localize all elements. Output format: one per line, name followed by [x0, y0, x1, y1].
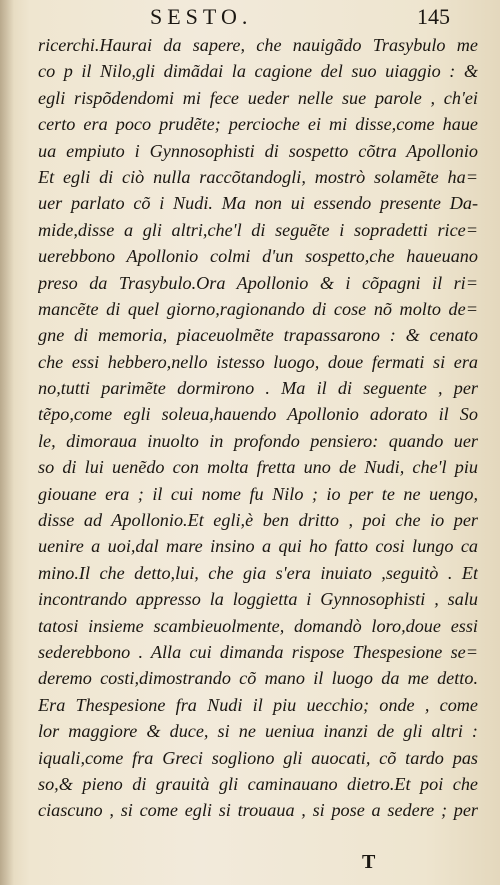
catchword: T	[362, 851, 376, 873]
text-line: Et egli di ciò nulla raccõtandogli, mostrò solamẽte ha=	[38, 166, 478, 187]
text-line: uer parlato cõ i Nudi. Ma non ui essendo presente Da-	[38, 193, 478, 214]
text-line: tẽpo,come egli soleua,hauendo Apollonio adorato il So	[38, 404, 478, 425]
text-line: giouane era ; il cui nome fu Nilo ; io per te ne uengo,	[38, 483, 478, 504]
text-line: incontrando appresso la loggietta i Gynnosophisti , salu	[38, 589, 478, 610]
text-line: tatosi insieme scambieuolmente, domandò loro,doue essi	[38, 615, 478, 636]
text-line: certo era poco prudẽte; percioche ei mi disse,come haue	[38, 114, 478, 135]
body-text	[38, 32, 478, 824]
text-line: preso da Trasybulo.Ora Apollonio & i cõpagni il ri=	[38, 272, 478, 293]
page-number: 145	[417, 4, 450, 29]
text-line: gne di memoria, piaceuolmẽte trapassarono : & cenato	[38, 325, 478, 346]
page-header	[150, 4, 450, 34]
text-line: co p il Nilo,gli dimãdai la cagione del suo uiaggio : &	[38, 61, 478, 82]
text-line: Era Thespesione fra Nudi il piu uecchio; onde , come	[38, 694, 478, 715]
text-line: mino.Il che detto,lui, che gia s'era inuiato ,seguitò . Et	[38, 562, 478, 583]
text-line: deremo costi,dimostrando cõ mano il luogo da me detto.	[38, 668, 478, 689]
spine-shadow	[0, 0, 14, 885]
text-line: ua empiuto i Gynnosophisti di sospetto cõtra Apollonio	[38, 140, 478, 161]
text-line: no,tutti parimẽte dormirono . Ma il di seguente , per	[38, 378, 478, 399]
text-line: egli rispõdendomi mi fece ueder nelle sue parole , ch'ei	[38, 87, 478, 108]
text-line: so,& pieno di grauità gli caminauano dietro.Et poi che	[38, 773, 478, 794]
text-line: iquali,come fra Greci sogliono gli auocati, cõ tardo pas	[38, 747, 478, 768]
text-line: ricerchi.Haurai da sapere, che nauigãdo Trasybulo me	[38, 35, 478, 55]
text-line: lor maggiore & duce, si ne ueniua inanzi de gli altri :	[38, 721, 478, 742]
text-line: mide,disse a gli altri,che'l di seguẽte i sopradetti rice=	[38, 219, 478, 240]
text-line: uerebbono Apollonio colmi d'un sospetto,che haueuano	[38, 246, 478, 267]
running-title: SESTO.	[150, 4, 253, 29]
text-line: mancẽte di quel giorno,ragionando di cose nõ molto de=	[38, 298, 478, 319]
text-line: so di lui uenẽdo con molta fretta uno de Nudi, che'l piu	[38, 457, 478, 478]
text-line: disse ad Apollonio.Et egli,è ben dritto , poi che io per	[38, 510, 478, 531]
text-line: le, dimoraua inuolto in profondo pensiero: quando uer	[38, 430, 478, 451]
text-line: ciascuno , si come egli si trouaua , si pose a sedere ; per	[38, 800, 478, 821]
text-line: che essi hebbero,nello istesso luogo, doue fermati si era	[38, 351, 478, 372]
text-line: uenire a uoi,dal mare insino a qui ho fatto cosi lungo ca	[38, 536, 478, 557]
text-line: sederebbono . Alla cui dimanda rispose Thespesione se=	[38, 641, 478, 662]
